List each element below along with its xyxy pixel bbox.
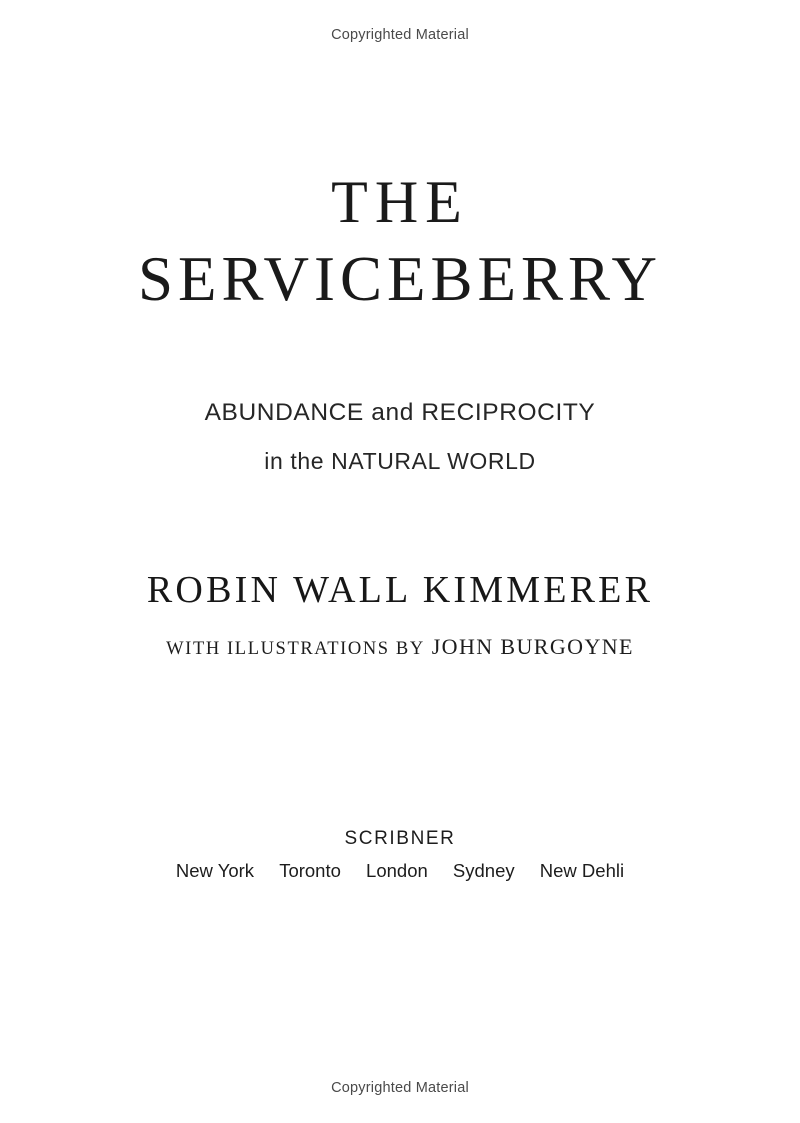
book-subtitle xyxy=(0,388,800,485)
copyright-watermark-bottom: Copyrighted Material xyxy=(331,1080,469,1096)
illustrator-name: JOHN BURGOYNE xyxy=(431,634,634,659)
author-name: ROBIN WALL KIMMERER xyxy=(146,569,654,611)
publisher-info xyxy=(0,828,800,882)
publisher-city: Toronto xyxy=(279,860,341,881)
copyright-watermark-top: Copyrighted Material xyxy=(331,27,469,43)
publisher-name: SCRIBNER xyxy=(344,828,456,849)
author-credits xyxy=(0,568,800,660)
publisher-city: New Dehli xyxy=(539,860,625,881)
illustrator-prefix: WITH ILLUSTRATIONS BY xyxy=(166,639,425,659)
publisher-cities xyxy=(0,860,800,882)
title-line-1: THE xyxy=(331,169,469,235)
subtitle-line-1: ABUNDANCE and RECIPROCITY xyxy=(204,399,596,426)
publisher-city: London xyxy=(366,860,428,881)
book-title xyxy=(0,170,800,313)
publisher-city: New York xyxy=(175,860,255,881)
publisher-city: Sydney xyxy=(452,860,515,881)
title-line-2: SERVICEBERRY xyxy=(137,243,663,314)
subtitle-line-2: in the NATURAL WORLD xyxy=(264,448,536,475)
illustrator-credit xyxy=(0,634,800,660)
